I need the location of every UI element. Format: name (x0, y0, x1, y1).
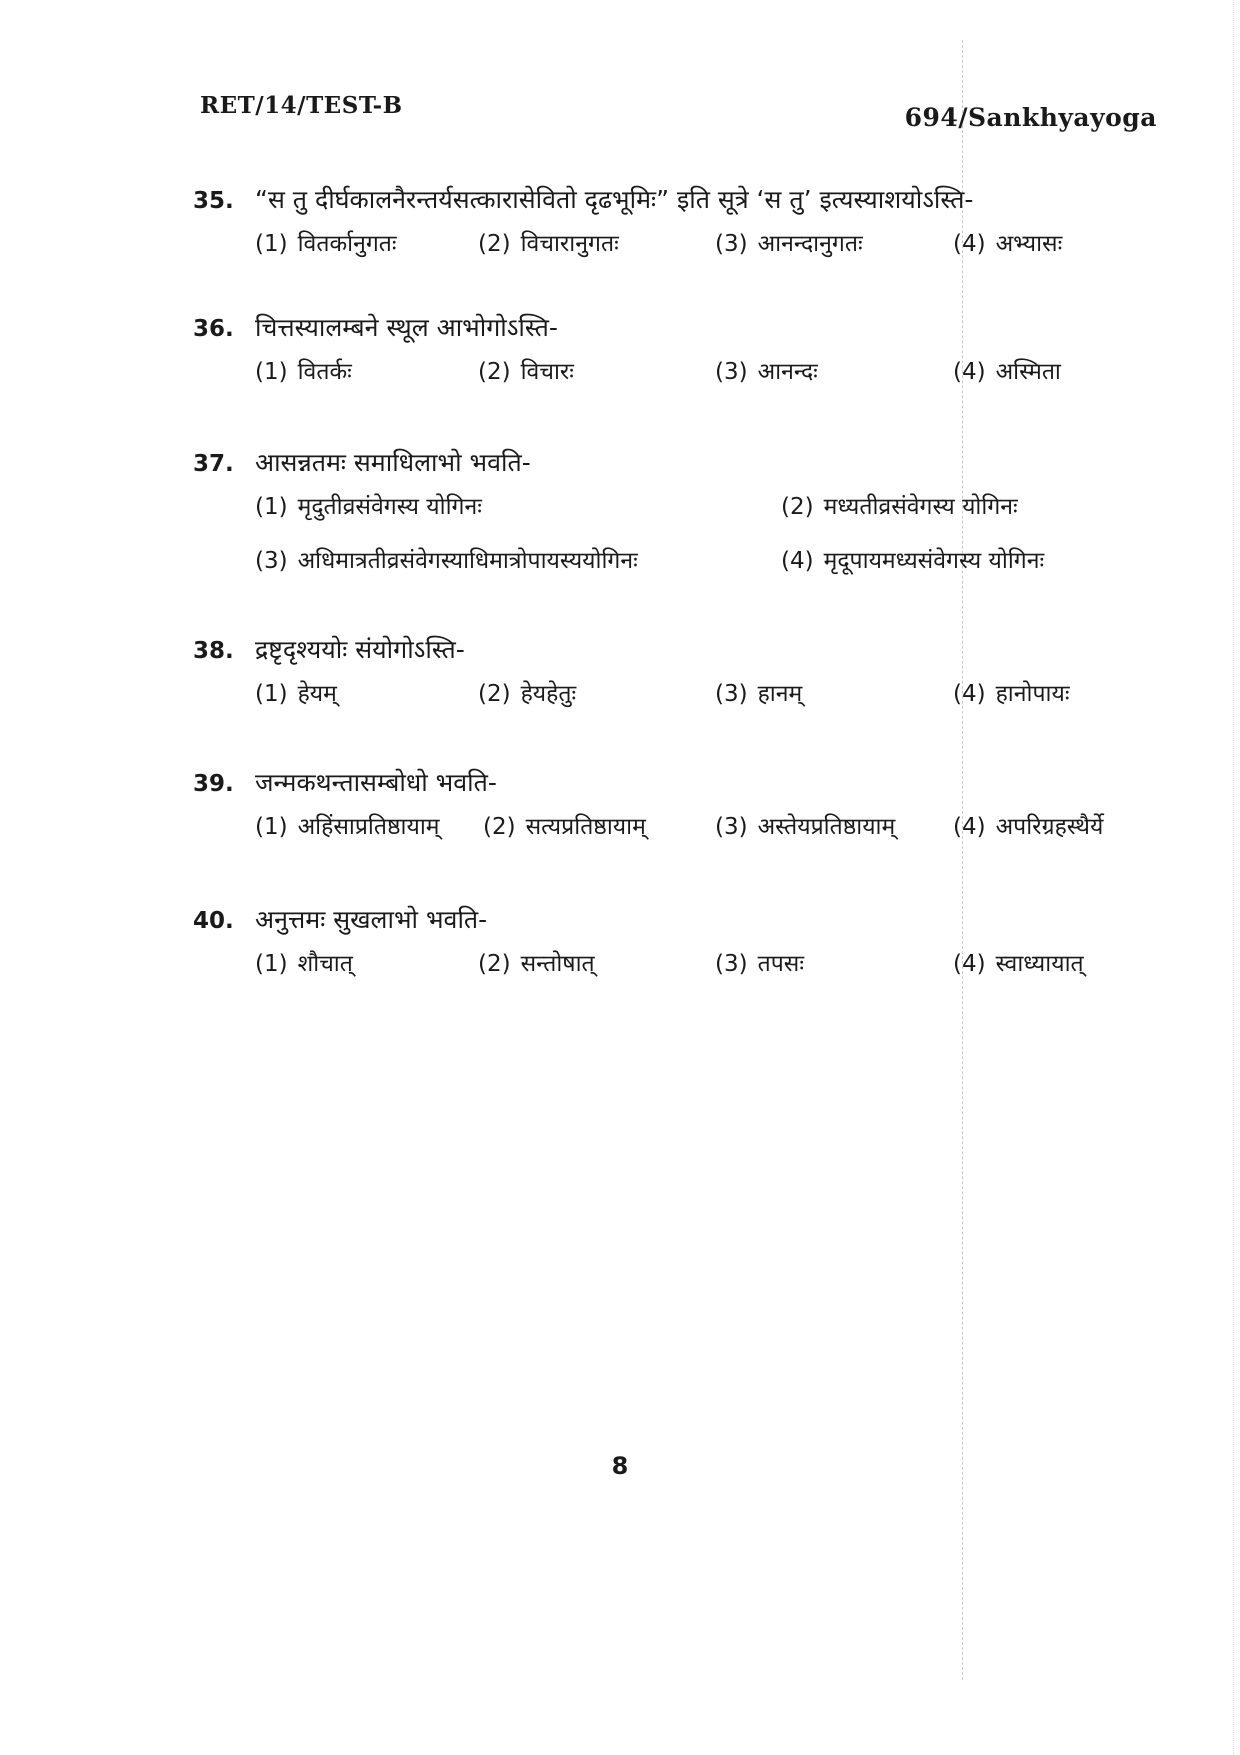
option-text: हानम् (757, 681, 803, 707)
option-text: अस्तेयप्रतिष्ठायाम् (757, 814, 896, 840)
option-1 (255, 489, 482, 521)
option-number: (3) (715, 814, 748, 840)
question-number: 36. (193, 316, 234, 342)
option-text: वितर्कानुगतः (297, 231, 397, 257)
option-number: (3) (255, 548, 288, 574)
option-text: मृदूपायमध्यसंवेगस्य योगिनः (823, 548, 1045, 574)
question-number: 39. (193, 771, 234, 797)
question-number: 38. (193, 638, 234, 664)
option-number: (2) (478, 231, 511, 257)
option-1 (255, 226, 397, 258)
options-row (193, 676, 1183, 724)
question-text: आसन्नतमः समाधिलाभो भवति- (255, 448, 531, 477)
option-2 (483, 809, 646, 841)
option-2 (478, 226, 619, 258)
option-text: हेयम् (297, 681, 337, 707)
option-text: अस्मिता (995, 359, 1061, 385)
option-text: अधिमात्रतीव्रसंवेगस्याधिमात्रोपायस्ययोगिनः (297, 548, 638, 574)
option-number: (3) (715, 951, 748, 977)
option-2 (478, 354, 574, 386)
page-edge-mark (1233, 0, 1234, 1755)
option-3 (715, 809, 895, 841)
page-number: 8 (611, 1452, 629, 1480)
option-number: (4) (953, 359, 986, 385)
option-text: तपसः (757, 951, 804, 977)
options-row (193, 809, 1183, 857)
question-38 (193, 632, 1183, 724)
option-4 (953, 354, 1061, 386)
exam-code: RET/14/TEST-B (200, 92, 403, 119)
option-number: (2) (483, 814, 516, 840)
option-3 (715, 226, 863, 258)
option-text: सन्तोषात् (520, 951, 595, 977)
option-number: (1) (255, 951, 288, 977)
option-number: (2) (478, 681, 511, 707)
option-text: हेयहेतुः (520, 681, 577, 707)
options-row (193, 354, 1183, 402)
option-4 (781, 543, 1044, 575)
option-1 (255, 946, 353, 978)
option-number: (4) (953, 814, 986, 840)
option-text: अहिंसाप्रतिष्ठायाम् (297, 814, 440, 840)
option-number: (1) (255, 681, 288, 707)
options-row (193, 946, 1183, 994)
option-number: (1) (255, 359, 288, 385)
question-number: 35. (193, 188, 234, 214)
option-number: (2) (781, 494, 814, 520)
option-text: अभ्यासः (995, 231, 1063, 257)
option-text: हानोपायः (995, 681, 1070, 707)
option-text: मृदुतीव्रसंवेगस्य योगिनः (297, 494, 482, 520)
option-text: विचारः (520, 359, 574, 385)
question-40 (193, 902, 1183, 994)
option-3 (715, 946, 804, 978)
question-text: चित्तस्यालम्बने स्थूल आभोगोऽस्ति- (255, 313, 558, 342)
option-4 (953, 809, 1103, 841)
page-fold-line (962, 40, 963, 1680)
option-number: (4) (781, 548, 814, 574)
option-number: (1) (255, 231, 288, 257)
question-36 (193, 310, 1183, 402)
question-number: 37. (193, 451, 234, 477)
question-number: 40. (193, 908, 234, 934)
option-number: (4) (953, 951, 986, 977)
option-text: अपरिग्रहस्थैर्ये (995, 814, 1104, 840)
option-text: आनन्दः (757, 359, 818, 385)
option-text: मध्यतीव्रसंवेगस्य योगिनः (823, 494, 1018, 520)
options-row (193, 489, 1183, 543)
option-text: वितर्कः (297, 359, 352, 385)
question-text: द्रष्टृदृश्ययोः संयोगोऽस्ति- (255, 635, 465, 664)
option-text: विचारानुगतः (520, 231, 619, 257)
option-3 (715, 354, 818, 386)
option-number: (1) (255, 814, 288, 840)
option-number: (4) (953, 681, 986, 707)
question-35 (193, 182, 1183, 274)
option-text: स्वाध्यायात् (995, 951, 1084, 977)
question-37 (193, 445, 1183, 591)
option-3 (255, 543, 638, 575)
option-number: (4) (953, 231, 986, 257)
option-1 (255, 809, 440, 841)
option-2 (781, 489, 1018, 521)
option-number: (3) (715, 231, 748, 257)
option-number: (3) (715, 681, 748, 707)
option-number: (2) (478, 359, 511, 385)
option-text: शौचात् (297, 951, 353, 977)
option-text: सत्यप्रतिष्ठायाम् (525, 814, 646, 840)
option-1 (255, 676, 337, 708)
subject-code: 694/Sankhyayoga (904, 103, 1157, 132)
option-number: (3) (715, 359, 748, 385)
option-3 (715, 676, 802, 708)
option-text: आनन्दानुगतः (757, 231, 863, 257)
question-39 (193, 765, 1183, 857)
option-4 (953, 676, 1070, 708)
option-2 (478, 946, 595, 978)
option-number: (1) (255, 494, 288, 520)
question-text: जन्मकथन्तासम्बोधो भवति- (255, 768, 497, 797)
options-row (193, 226, 1183, 274)
options-row (193, 543, 1183, 591)
option-number: (2) (478, 951, 511, 977)
option-4 (953, 226, 1062, 258)
option-1 (255, 354, 352, 386)
question-text: “स तु दीर्घकालनैरन्तर्यसत्कारासेवितो दृढभूमिः” इति सूत्रे ‘स तु’ इत्यस्याशयोऽस्ति- (255, 185, 974, 214)
option-4 (953, 946, 1084, 978)
option-2 (478, 676, 576, 708)
question-text: अनुत्तमः सुखलाभो भवति- (255, 905, 488, 934)
